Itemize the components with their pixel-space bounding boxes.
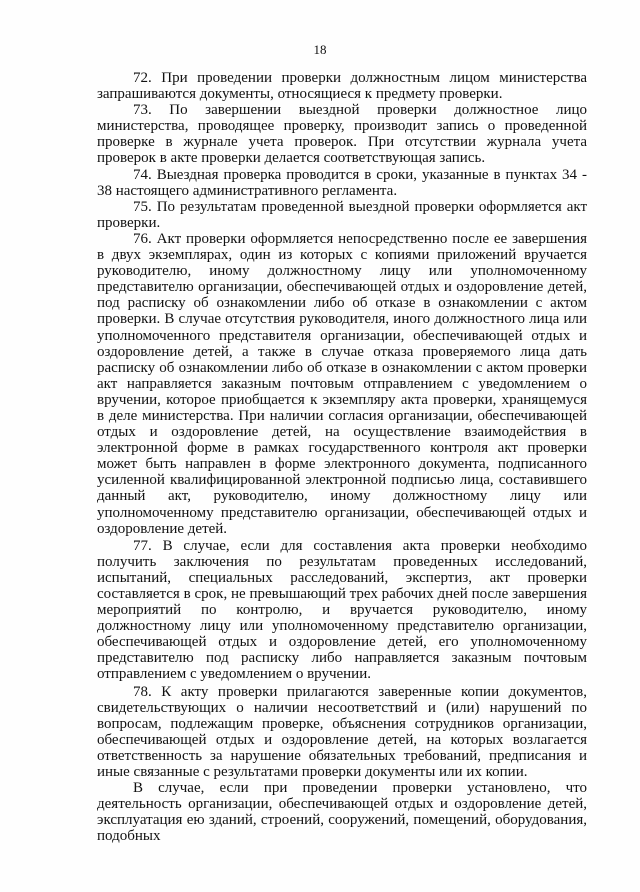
paragraph-75: 75. По результатам проведенной выездной проверки оформляется акт проверки. <box>97 198 587 231</box>
paragraph-76: 76. Акт проверки оформляется непосредственно после ее завершения в двух экземплярах, один из которых с копиями приложений вручается руководителю, иному должностному лицу или уполномоченному представителю организации, обеспечивающей отдых и оздоровление детей, под расписку об ознакомлении либо об отказе в ознакомлении с актом проверки. В случае отсутствия руководителя, иного должностного лица или уполномоченного представителя организации, обеспечивающей отдых и оздоровление детей, а также в случае отказа проверяемого лица дать расписку об ознакомлении либо об отказе в ознакомлении с актом проверки акт направляется заказным почтовым отправлением с уведомлением о вручении, которое приобщается к экземпляру акта проверки, хранящемуся в деле министерства. При наличии согласия организации, обеспечивающей отдых и оздоровление детей, на осуществление взаимодействия в электронной форме в рамках государственного контроля акт проверки может быть направлен в форме электронного документа, подписанного усиленной квалифицированной электронной подписью лица, составившего данный акт, руководителю, иному должностному лицу или уполномоченному представителю организации, обеспечивающей отдых и оздоровление детей. <box>97 230 587 537</box>
paragraph-72: 72. При проведении проверки должностным лицом министерства запрашиваются документы, относящиеся к предмету проверки. <box>97 70 587 103</box>
page-number: 18 <box>313 42 327 57</box>
document-body <box>97 70 587 845</box>
paragraph-78-continuation: В случае, если при проведении проверки установлено, что деятельность организации, обеспечивающей отдых и оздоровление детей, эксплуатация ею зданий, строений, сооружений, помещений, оборудования, подобных <box>97 780 587 845</box>
paragraph-77: 77. В случае, если для составления акта проверки необходимо получить заключения по результатам проведенных исследований, испытаний, специальных расследований, экспертиз, акт проверки составляется в срок, не превышающий трех рабочих дней после завершения мероприятий по контролю, и вручается руководителю, иному должностному лицу или уполномоченному представителю организации, обеспечивающей отдых и оздоровление детей, его уполномоченному представителю под расписку либо направляется заказным почтовым отправлением с уведомлением о вручении. <box>97 537 587 683</box>
paragraph-73: 73. По завершении выездной проверки должностное лицо министерства, проводящее проверку, производит запись о проведенной проверке в журнале учета проверок. При отсутствии журнала учета проверок в акте проверки делается соответствующая запись. <box>97 102 587 167</box>
paragraph-78: 78. К акту проверки прилагаются заверенные копии документов, свидетельствующих о наличии несоответствий и (или) нарушений по вопросам, подлежащим проверке, объяснения сотрудников организации, обеспечивающей отдых и оздоровление детей, на которых возлагается ответственность за нарушение обязательных требований, предписания и иные связанные с результатами проверки документы или их копии. <box>97 683 587 781</box>
paragraph-74: 74. Выездная проверка проводится в сроки, указанные в пунктах 34 - 38 настоящего административного регламента. <box>97 166 587 199</box>
